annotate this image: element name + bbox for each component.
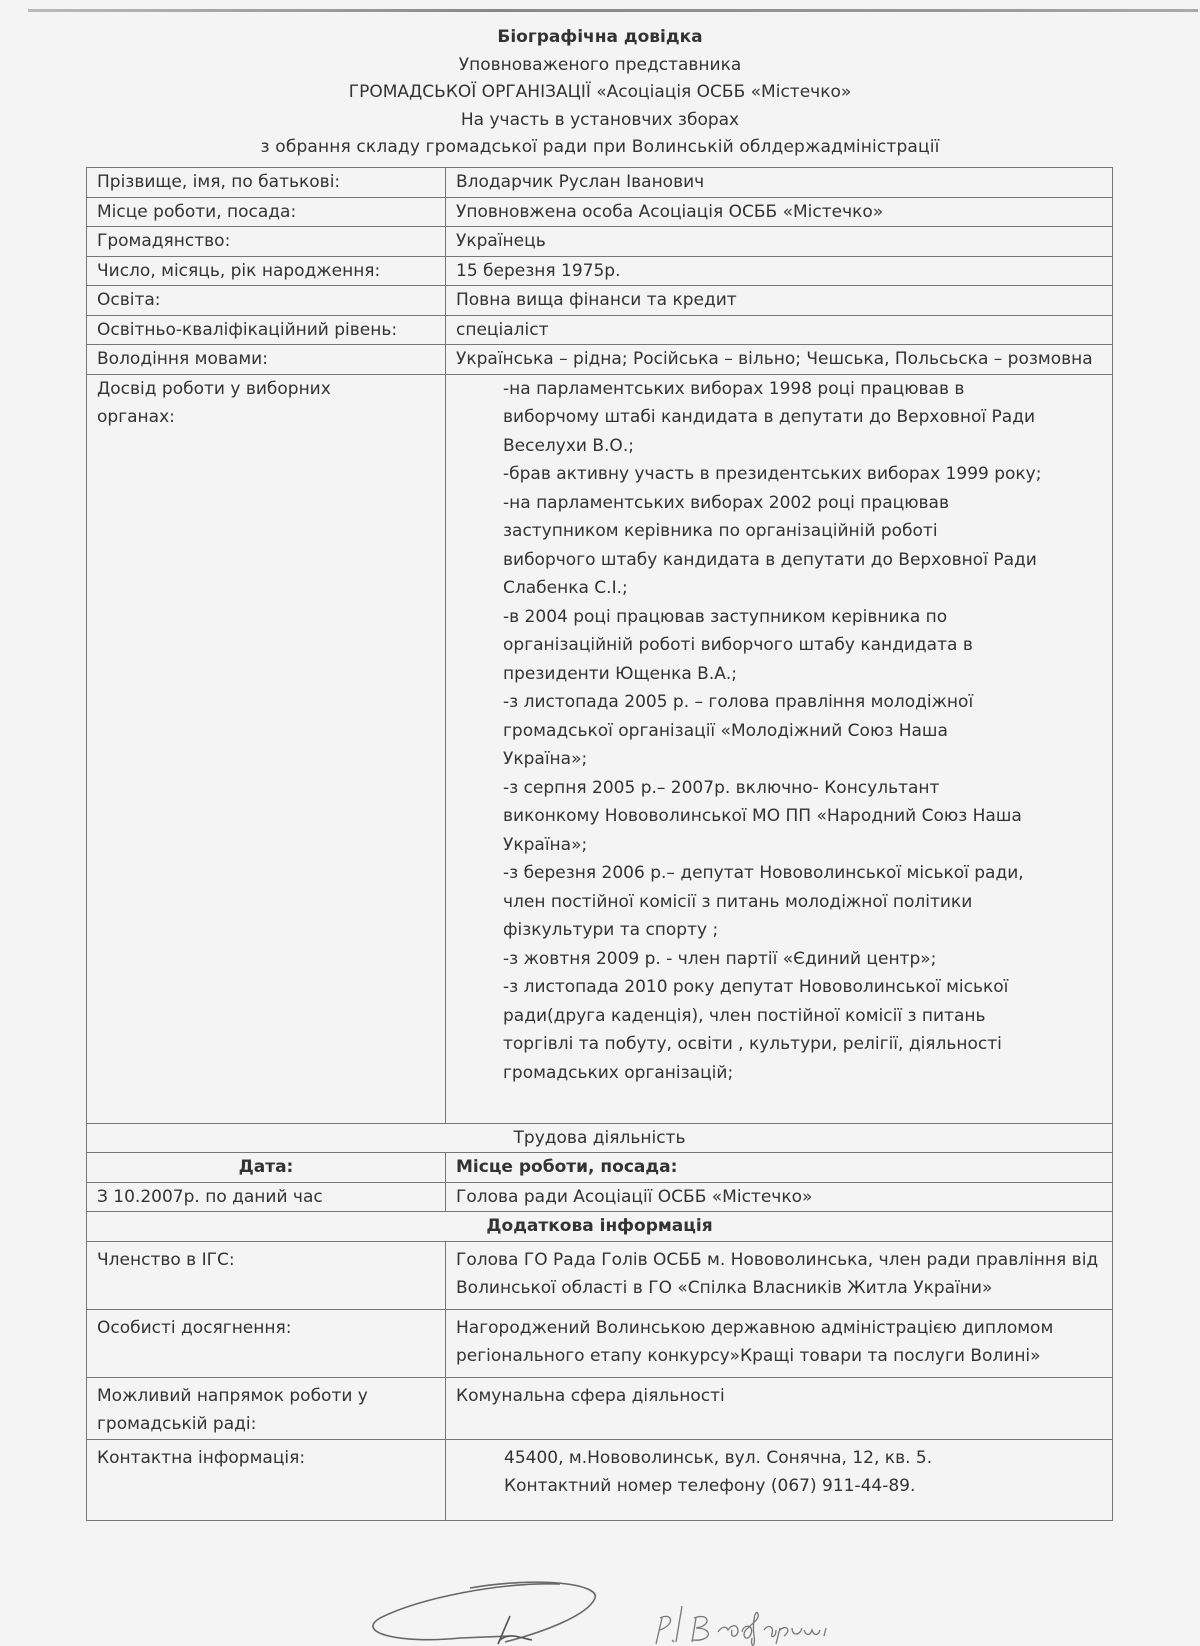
experience-line: -з листопада 2010 року депутат Нововолинської міської <box>503 977 1009 997</box>
section-title-additional: Додаткова інформація <box>87 1212 1113 1242</box>
contact-address: 45400, м.Нововолинськ, вул. Сонячна, 12, кв. 5. <box>504 1447 933 1468</box>
signature <box>360 1578 1060 1646</box>
table-row <box>87 315 1113 345</box>
table-row <box>87 1377 1113 1439</box>
table-row <box>87 1241 1113 1309</box>
field-label: Досвід роботи у виборних органах: <box>87 374 446 1123</box>
field-label: Контактна інформація: <box>87 1439 446 1520</box>
experience-line: Україна»; <box>503 834 588 855</box>
experience-list <box>446 374 1113 1123</box>
field-label: Можливий напрямок роботи у громадській раді: <box>87 1377 446 1439</box>
experience-line: -з жовтня 2009 р. - член партії «Єдиний центр»; <box>503 948 937 969</box>
experience-line: президенти Ющенка В.А.; <box>503 663 737 684</box>
column-header-date: Дата: <box>87 1153 446 1183</box>
field-value: Повна вища фінанси та кредит <box>446 286 1113 316</box>
column-header-place: Місце роботи, посада: <box>446 1153 1113 1183</box>
field-value: спеціаліст <box>446 315 1113 345</box>
experience-line: -брав активну участь в президентських виборах 1999 року; <box>503 464 1042 484</box>
experience-line: заступником керівника по організаційній роботі <box>503 521 938 541</box>
biography-table <box>86 167 1113 1521</box>
experience-line: Веселухи В.О.; <box>503 435 634 456</box>
section-header-row <box>87 1212 1113 1242</box>
scan-edge-line <box>28 9 1198 12</box>
experience-line: -з серпня 2005 р.– 2007р. включно- Консультант <box>503 777 940 798</box>
handwritten-initials <box>656 1606 682 1644</box>
experience-line: -з листопада 2005 р. – голова правління молодіжної <box>503 692 974 712</box>
experience-line: -на парламентських виборах 2002 році працював <box>503 492 949 513</box>
field-value: Уповновжена особа Асоціація ОСББ «Містечко» <box>446 197 1113 227</box>
experience-line: член постійної комісії з питань молодіжної політики <box>503 891 973 912</box>
experience-line: фізкультури та спорту ; <box>503 920 719 940</box>
field-label: Освіта: <box>87 286 446 316</box>
experience-line: громадської організації «Молодіжний Союз Наша <box>503 720 948 741</box>
experience-line: Україна»; <box>503 749 588 769</box>
experience-line: торгівлі та побуту, освіти , культури, релігії, діяльності <box>503 1034 1002 1054</box>
field-value: 15 березня 1975р. <box>446 256 1113 286</box>
table-row-contact <box>87 1439 1113 1520</box>
field-value: Нагороджений Волинською державною адміністрацією дипломом регіонального етапу конкурсу»Кращі товари та послуги Волині» <box>446 1309 1113 1377</box>
section-header-row <box>87 1123 1113 1153</box>
header-line-2: Уповноваженого представника <box>458 54 742 75</box>
header-line-3: ГРОМАДСЬКОЇ ОРГАНІЗАЦІЇ «Асоціація ОСББ «Містечко» <box>348 82 852 102</box>
table-header-row <box>87 1153 1113 1183</box>
table-row-experience <box>87 374 1113 1123</box>
experience-line: організаційній роботі виборчого штабу кандидата в <box>503 635 973 655</box>
work-date: З 10.2007р. по даний час <box>87 1182 446 1212</box>
field-value: Влодарчик Руслан Іванович <box>446 168 1113 198</box>
handwritten-surname <box>692 1612 826 1645</box>
field-label: Особисті досягнення: <box>87 1309 446 1377</box>
experience-line: виборчого штабу кандидата в депутати до Верховної Ради <box>503 549 1037 570</box>
table-row <box>87 345 1113 375</box>
field-label: Громадянство: <box>87 227 446 257</box>
field-label: Прізвище, імя, по батькові: <box>87 168 446 198</box>
document-header <box>0 24 1200 162</box>
table-row <box>87 286 1113 316</box>
table-row <box>87 1182 1113 1212</box>
field-label: Членство в ІГС: <box>87 1241 446 1309</box>
field-value: Українець <box>446 227 1113 257</box>
document-title: Біографічна довідка <box>497 27 703 47</box>
table-row <box>87 227 1113 257</box>
experience-line: виконкому Нововолинської МО ПП «Народний Союз Наша <box>503 806 1022 826</box>
signature-arc <box>470 1582 595 1642</box>
header-line-4: На участь в установчих зборах <box>460 109 740 130</box>
experience-line: Слабенка С.І.; <box>503 578 628 598</box>
contact-info <box>446 1439 1113 1520</box>
header-line-5: з обрання складу громадської ради при Волинській облдержадміністрації <box>260 137 940 157</box>
experience-line: -з березня 2006 р.– депутат Нововолинської міської ради, <box>503 863 1024 883</box>
table-row <box>87 256 1113 286</box>
table-row <box>87 1309 1113 1377</box>
field-label: Місце роботи, посада: <box>87 197 446 227</box>
section-title-work: Трудова діяльність <box>87 1123 1113 1153</box>
experience-line: громадських організацій; <box>503 1062 734 1083</box>
field-value: Українська – рідна; Російська – вільно; Чешська, Польсьска – розмовна <box>446 345 1113 375</box>
field-label: Число, місяць, рік народження: <box>87 256 446 286</box>
field-value: Комунальна сфера діяльності <box>446 1377 1113 1439</box>
experience-line: -в 2004 році працював заступником керівника по <box>503 606 948 627</box>
experience-line: -на парламентських виборах 1998 році працював в <box>503 378 965 399</box>
field-label: Володіння мовами: <box>87 345 446 375</box>
field-value: Голова ГО Рада Голів ОСББ м. Нововолинська, член ради правління від Волинської області в ГО «Спілка Власників Житла України» <box>446 1241 1113 1309</box>
table-row <box>87 168 1113 198</box>
work-place: Голова ради Асоціації ОСББ «Містечко» <box>446 1182 1113 1212</box>
signature-loop <box>373 1584 560 1640</box>
table-row <box>87 197 1113 227</box>
field-label: Освітньо-кваліфікаційний рівень: <box>87 315 446 345</box>
experience-line: виборчому штабі кандидата в депутати до Верховної Ради <box>503 407 1036 427</box>
contact-phone: Контактний номер телефону (067) 911-44-89. <box>504 1476 916 1496</box>
experience-line: ради(друга каденція), член постійної комісії з питань <box>503 1005 986 1026</box>
